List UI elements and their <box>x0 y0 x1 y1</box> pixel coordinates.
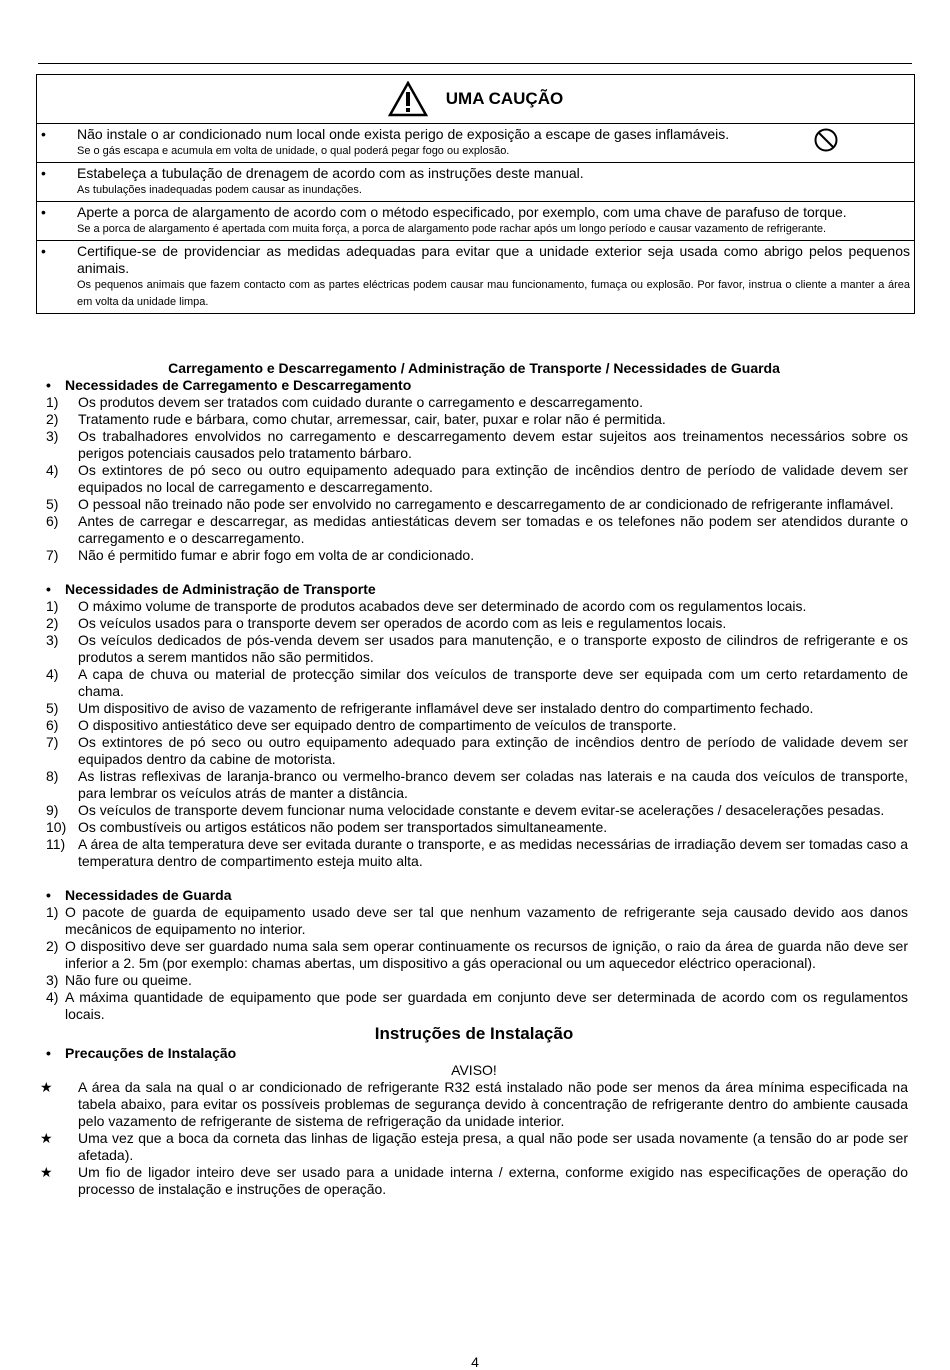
list-item <box>40 513 908 547</box>
item-text: Não fure ou queime. <box>65 972 192 988</box>
item-number: 9) <box>46 802 59 818</box>
item-text: O pessoal não treinado não pode ser envolvido no carregamento e descarregamento de ar condicionado de refrigerante inflamável. <box>78 496 894 512</box>
list-item <box>40 428 908 462</box>
list-item <box>40 819 908 836</box>
caution-item-text: Aperte a porca de alargamento de acordo com o método especificado, por exemplo, com uma chave de parafuso de torque. <box>77 204 847 220</box>
caution-header <box>37 75 914 124</box>
caution-box <box>36 74 915 314</box>
warning-item <box>40 1164 908 1198</box>
item-text: Os trabalhadores envolvidos no carregamento e descarregamento devem estar sujeitos aos treinamentos necessários sobre os perigos potenciais causados pelo tratamento bárbaro. <box>78 428 908 461</box>
item-text: O máximo volume de transporte de produtos acabados deve ser determinado de acordo com os regulamentos locais. <box>78 598 807 614</box>
warning-item-text: A área da sala na qual o ar condicionado de refrigerante R32 está instalado não pode ser menos da área mínima especificada na tabela abaixo, para evitar os possíveis problemas de segurança devido à concentração de refrigerante dentro do ambiente causada pelo vazamento de refrigerante de sistema de refrigeração da unidade interior. <box>78 1079 908 1129</box>
list-item <box>40 547 908 564</box>
item-text: Os produtos devem ser tratados com cuidado durante o carregamento e descarregamento. <box>78 394 643 410</box>
item-number: 1) <box>46 394 59 410</box>
prohibition-icon <box>814 128 838 152</box>
list-item <box>40 394 908 411</box>
caution-item-note: Se o gás escapa e acumula em volta de unidade, o qual poderá pegar fogo ou explosão. <box>77 145 510 157</box>
list-item <box>40 972 908 989</box>
list-item <box>40 802 908 819</box>
item-number: 4) <box>46 666 59 682</box>
storage-heading: • Necessidades de Guarda <box>46 887 232 903</box>
item-text: Os veículos de transporte devem funcionar numa velocidade constante e devem evitar-se acelerações / desacelerações pesadas. <box>78 802 885 818</box>
item-number: 7) <box>46 734 59 750</box>
item-number: 2) <box>46 615 59 631</box>
warning-item <box>40 1130 908 1164</box>
list-item <box>40 411 908 428</box>
transport-section <box>40 360 908 1198</box>
item-number: 2) <box>46 411 59 427</box>
caution-title: UMA CAUÇÃO <box>445 89 564 108</box>
list-item <box>40 666 908 700</box>
item-number: 1) <box>46 904 59 920</box>
item-text: Os veículos dedicados de pós-venda devem ser usados para manutenção, e o transporte exposto de cilindros de refrigerante e os produtos a serem mantidos não são permitidos. <box>78 632 908 665</box>
caution-item-text: Certifique-se de providenciar as medidas adequadas para evitar que a unidade exterior seja usada como abrigo pelos pequenos animais. <box>77 243 910 276</box>
item-number: 11) <box>46 836 66 852</box>
transport-heading: Carregamento e Descarregamento / Administração de Transporte / Necessidades de Guarda <box>168 360 780 376</box>
item-number: 1) <box>46 598 59 614</box>
item-number: 10) <box>46 819 67 835</box>
caution-item-text: Não instale o ar condicionado num local onde exista perigo de exposição a escape de gases inflamáveis. <box>77 126 730 142</box>
item-text: Os veículos usados para o transporte devem ser operados de acordo com as leis e regulamentos locais. <box>78 615 727 631</box>
caution-item: • Certifique-se de providenciar as medidas adequadas para evitar que a unidade exterior seja usada como abrigo pelos pequenos animais. Os pequenos animais que fazem contacto com as partes eléctricas podem causar mau funcionamento, fumaça ou explosão. Por favor, instrua o cliente a manter a área em volta da unidade limpa. <box>37 241 914 313</box>
page-number: 4 <box>471 1354 479 1370</box>
caution-item-note: As tubulações inadequadas podem causar as inundações. <box>77 184 362 196</box>
item-number: 3) <box>46 972 59 988</box>
item-text: Os combustíveis ou artigos estáticos não podem ser transportados simultaneamente. <box>78 819 608 835</box>
warning-item-text: Uma vez que a boca da corneta das linhas de ligação esteja presa, a qual não pode ser usada novamente (a tensão do ar pode ser afetada). <box>78 1130 908 1163</box>
list-item <box>40 938 908 972</box>
item-text: Os extintores de pó seco ou outro equipamento adequado para extinção de incêndios dentro de período de validade devem ser equipados no local de carregamento e descarregamento. <box>78 462 908 495</box>
list-item <box>40 904 908 938</box>
loading-list <box>40 394 908 564</box>
list-item <box>40 615 908 632</box>
item-text: Antes de carregar e descarregar, as medidas antiestáticas devem ser tomadas e os telefones não podem ser atendidos durante o carregamento e o descarregamento. <box>78 513 908 546</box>
star-bullet-icon: ★ <box>40 1079 53 1095</box>
caution-item: • Estabeleça a tubulação de drenagem de acordo com as instruções deste manual. As tubulações inadequadas podem causar as inundações. <box>37 163 914 202</box>
item-number: 6) <box>46 717 59 733</box>
precautions-heading: • Precauções de Instalação <box>46 1045 237 1061</box>
list-item <box>40 717 908 734</box>
star-bullet-icon: ★ <box>40 1130 53 1146</box>
list-item <box>40 734 908 768</box>
list-item <box>40 598 908 615</box>
caution-item: • Aperte a porca de alargamento de acordo com o método especificado, por exemplo, com uma chave de parafuso de torque. Se a porca de alargamento é apertada com muita força, a porca de alargamento pode rachar após um longo período e causar vazamento de refrigerante. <box>37 202 914 241</box>
list-item <box>40 632 908 666</box>
install-list <box>40 1079 908 1198</box>
item-text: Um dispositivo de aviso de vazamento de refrigerante inflamável deve ser instalado dentro do compartimento fechado. <box>78 700 814 716</box>
header-rule <box>38 63 912 64</box>
item-text: A capa de chuva ou material de protecção similar dos veículos de transporte deve ser equipada com um certo retardamento de chama. <box>78 666 908 699</box>
warning-item-text: Um fio de ligador inteiro deve ser usado para a unidade interna / externa, conforme exigido nas especificações de operação do processo de instalação e instruções de operação. <box>78 1164 908 1197</box>
list-item <box>40 989 908 1023</box>
item-number: 3) <box>46 632 59 648</box>
item-number: 3) <box>46 428 59 444</box>
list-item <box>40 768 908 802</box>
item-text: Não é permitido fumar e abrir fogo em volta de ar condicionado. <box>78 547 475 563</box>
item-number: 5) <box>46 496 59 512</box>
warning-triangle-icon <box>388 81 428 117</box>
item-number: 2) <box>46 938 59 954</box>
item-number: 5) <box>46 700 59 716</box>
item-text: Os extintores de pó seco ou outro equipamento adequado para extinção de incêndios dentro de período de validade devem ser equipados dentro da cabine de motorista. <box>78 734 908 767</box>
item-text: O pacote de guarda de equipamento usado deve ser tal que nenhum vazamento de refrigerante seja causado devido aos danos mecânicos de equipamento no interior. <box>65 904 908 937</box>
item-text: A área de alta temperatura deve ser evitada durante o transporte, e as medidas necessárias de irradiação devem ser tomadas caso a temperatura dentro de compartimento esteja muito alta. <box>78 836 908 869</box>
item-text: O dispositivo antiestático deve ser equipado dentro de compartimento de veículos de transporte. <box>78 717 677 733</box>
star-bullet-icon: ★ <box>40 1164 53 1180</box>
install-heading: Instruções de Instalação <box>374 1024 574 1043</box>
item-number: 8) <box>46 768 59 784</box>
loading-heading: • Necessidades de Carregamento e Descarregamento <box>46 377 412 393</box>
list-item <box>40 462 908 496</box>
admin-heading: • Necessidades de Administração de Transporte <box>46 581 376 597</box>
item-number: 7) <box>46 547 59 563</box>
item-number: 4) <box>46 989 59 1005</box>
list-item <box>40 496 908 513</box>
warning-label: AVISO! <box>451 1062 497 1078</box>
item-text: A máxima quantidade de equipamento que pode ser guardada em conjunto deve ser determinada de acordo com os regulamentos locais. <box>65 989 908 1022</box>
item-text: Tratamento rude e bárbara, como chutar, arremessar, cair, bater, puxar e rolar não é permitida. <box>78 411 666 427</box>
list-item <box>40 836 908 870</box>
item-text: O dispositivo deve ser guardado numa sala sem operar continuamente os recursos de ignição, o raio da área de guarda não deve ser inferior a 2. 5m (por exemplo: chamas abertas, um dispositivo a gás operacional ou um aquecedor eléctrico operacional). <box>65 938 908 971</box>
caution-item: • Não instale o ar condicionado num local onde exista perigo de exposição a escape de gases inflamáveis. Se o gás escapa e acumula em volta de unidade, o qual poderá pegar fogo ou explosão. <box>37 124 914 163</box>
list-item <box>40 700 908 717</box>
item-number: 6) <box>46 513 59 529</box>
caution-item-note: Os pequenos animais que fazem contacto com as partes eléctricas podem causar mau funcionamento, fumaça ou explosão. Por favor, instrua o cliente a manter a área em volta da unidade limpa. <box>77 279 910 308</box>
item-text: As listras reflexivas de laranja-branco ou vermelho-branco devem ser coladas nas laterais e na cauda dos veículos de transporte, para lembrar os veículos atrás de manter a distância. <box>78 768 908 801</box>
caution-item-note: Se a porca de alargamento é apertada com muita força, a porca de alargamento pode rachar após um longo período e causar vazamento de refrigerante. <box>77 223 827 235</box>
warning-item <box>40 1079 908 1130</box>
item-number: 4) <box>46 462 59 478</box>
storage-list <box>40 904 908 1023</box>
caution-item-text: Estabeleça a tubulação de drenagem de acordo com as instruções deste manual. <box>77 165 584 181</box>
admin-list <box>40 598 908 870</box>
